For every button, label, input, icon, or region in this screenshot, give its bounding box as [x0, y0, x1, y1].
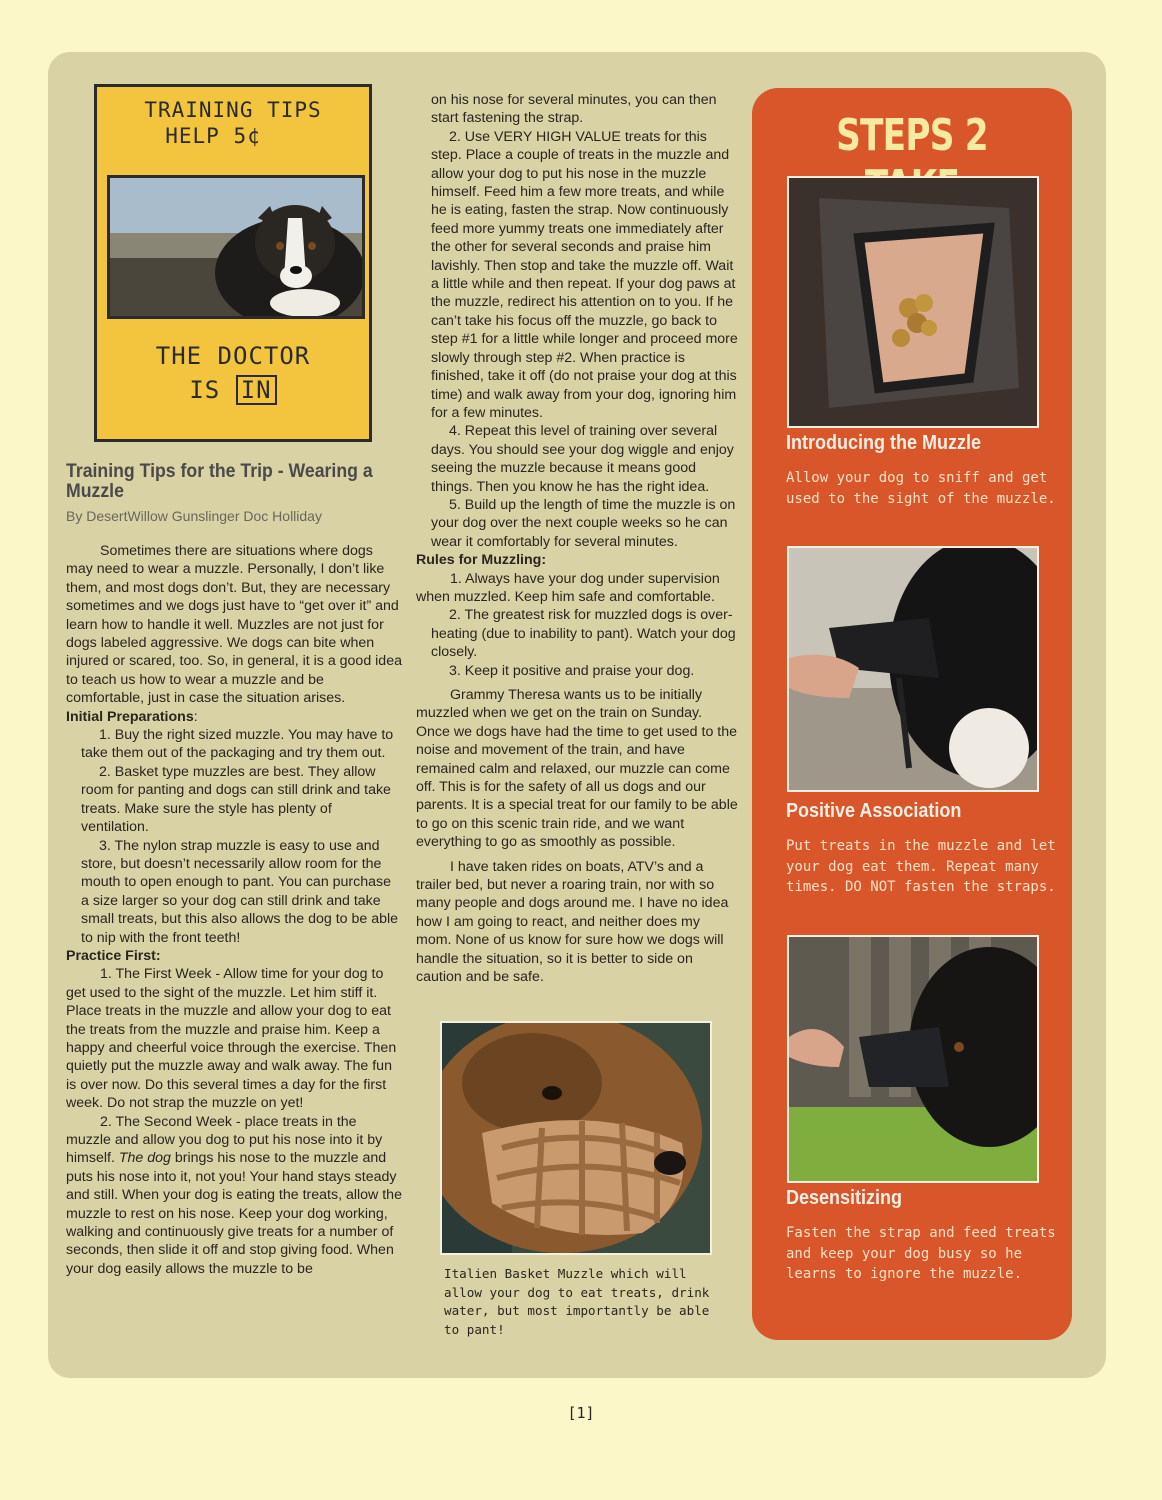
- basket-muzzle-photo: [440, 1021, 712, 1255]
- booth-doctor-line: THE DOCTOR: [155, 342, 311, 370]
- step-2-heading: Positive Association: [786, 800, 962, 822]
- booth-bottom-sign: [97, 339, 369, 407]
- doctor-booth-illustration: [94, 84, 372, 442]
- practice-item-4: 4. Repeat this level of training over several days. You should see your dog wiggle and enjoy seeing the muzzle because it means good things. Then you know he has the right idea.: [431, 423, 734, 495]
- booth-top-sign: [97, 97, 369, 149]
- grammy-paragraph: Grammy Theresa wants us to be initially muzzled when we get on the train on Sunday. Once we dogs have had the time to get used to the noise and movement of the train, and have remained calm and relaxed, our muzzle can come off. This is for the safety of all us dogs and our parents. It is a special treat for our family to be able to go on this scenic train ride, and we want everything to go as smoothly as possible.: [416, 687, 738, 851]
- step-1-photo: [787, 176, 1039, 428]
- practice-item-1: 1. The First Week - Allow time for your dog to get used to the sight of the muzzle. Let him stiff it. Place treats in the muzzle and allow your dog to eat the treats from the muzzle and praise him. Keep a happy and cheerful voice through the exercise. Then quietly put the muzzle away and walk away. The fun is over now. Do this several times a day for the first week. Do not strap the muzzle on yet!: [66, 966, 397, 1112]
- rule-1: 1. Always have your dog under supervision when muzzled. Keep him safe and comfortable.: [416, 570, 720, 605]
- step-3-text: Fasten the strap and feed treats and keep your dog busy so he learns to ignore the muzzle.: [786, 1225, 1056, 1282]
- practice-first-heading: Practice First:: [66, 947, 161, 964]
- steps-title: STEPS 2: [836, 110, 988, 161]
- step-2-text: Put treats in the muzzle and let your dog eat them. Repeat many times. DO NOT fasten the straps.: [786, 838, 1056, 895]
- booth-sign-line2: HELP 5¢: [165, 124, 261, 148]
- practice-item-2-step: 2. Use VERY HIGH VALUE treats for this step. Place a couple of treats in the muzzle and allow your dog to put his nose in the muzzle himself. Feed him a few more treats, and while he is eating, fasten the strap. Now continuously feed more yummy treats one immediately after the other for several seconds and praise him lavishly. Then stop and take the muzzle off. Wait a little while and then repeat. If your dog paws at the muzzle, redirect his attention on to you. If he can’t take his focus off the muzzle, go back to step #1 for a little while longer and proceed more slowly through step #2. When practice is finished, take it off (do not praise your dog at this time) and walk away from your dog, ignoring him for a few minutes.: [431, 128, 738, 421]
- step-3-heading: Desensitizing: [786, 1187, 903, 1209]
- practice-item-2: 2. The Second Week - place treats in the muzzle and allow you dog to put his nose into it by himself. The dog brings his nose to the muzzle and puts his nose into it, not you! Your hand stays steady and still. When your dog is eating the treats, allow the muzzle to rest on his nose. Keep your dog working, walking and continuously give treats for a number of seconds, then slide it off and stop giving food. When your dog easily allows the muzzle to be: [66, 1113, 402, 1277]
- article-title: Training Tips for the Trip - Wearing a Muzzle: [66, 461, 373, 502]
- booth-in-box: IN: [236, 375, 277, 405]
- rides-paragraph: I have taken rides on boats, ATV’s and a trailer bed, but never a roaring train, nor with so many people and dogs around me. I have no idea how I am going to react, and neither does my mom. None of us know for sure how we dogs will handle the situation, so it is better to side on caution and be safe.: [416, 858, 729, 986]
- prep-item-3: 3. The nylon strap muzzle is easy to use and store, but doesn’t necessarily allow room for the mouth to open enough to pant. You can purchase a size larger so your dog can still drink and take small treats, but this also allows the dog to be able to nip with the front teeth!: [81, 837, 399, 946]
- dog-portrait-photo: [107, 175, 365, 319]
- rule-2: 2. The greatest risk for muzzled dogs is over-heating (due to inability to pant). Watch your dog closely.: [431, 607, 736, 661]
- step-1-heading: Introducing the Muzzle: [786, 432, 981, 454]
- prep-item-2: 2. Basket type muzzles are best. They allow room for panting and dogs can still drink and take treats. Make sure the style has plenty of ventilation.: [81, 763, 391, 836]
- rule-3: 3. Keep it positive and praise your dog.: [449, 662, 695, 679]
- muzzle-photo-caption: Italien Basket Muzzle which will allow your dog to eat treats, drink water, but most importantly be able to pant!: [444, 1266, 710, 1337]
- practice-item-5: 5. Build up the length of time the muzzle is on your dog over the next couple weeks so he can wear it comfortably for several minutes.: [431, 496, 736, 550]
- step-2-photo: [787, 546, 1039, 792]
- step-1-text: Allow your dog to sniff and get used to the sight of the muzzle.: [786, 470, 1056, 507]
- booth-is-text: IS: [189, 376, 221, 404]
- article-byline: By DesertWillow Gunslinger Doc Holliday: [66, 508, 322, 524]
- rules-heading: Rules for Muzzling:: [416, 552, 547, 569]
- article-column-1: [66, 542, 402, 1278]
- continued-paragraph: on his nose for several minutes, you can then start fastening the strap.: [431, 92, 717, 127]
- step-3-photo: [787, 935, 1039, 1183]
- booth-sign-line1: TRAINING TIPS: [144, 98, 322, 122]
- page-number: [1]: [567, 1404, 595, 1422]
- article-column-2: [416, 91, 738, 987]
- initial-preparations-heading: Initial Preparations:: [66, 708, 198, 725]
- intro-paragraph: Sometimes there are situations where dogs may need to wear a muzzle. Personally, I don’t like them, and most dogs don’t. But, they are necessary sometimes and we dogs just have to “get over it” and learn how to handle it well. Muzzles are not just for dogs labeled aggressive. We dogs can bite when injured or scared, too. So, in general, it is a good idea to teach us how to wear a muzzle and be comfortable, just in case the situation arises.: [66, 543, 402, 707]
- prep-item-1: 1. Buy the right sized muzzle. You may have to take them out of the packaging and try them out.: [81, 727, 394, 762]
